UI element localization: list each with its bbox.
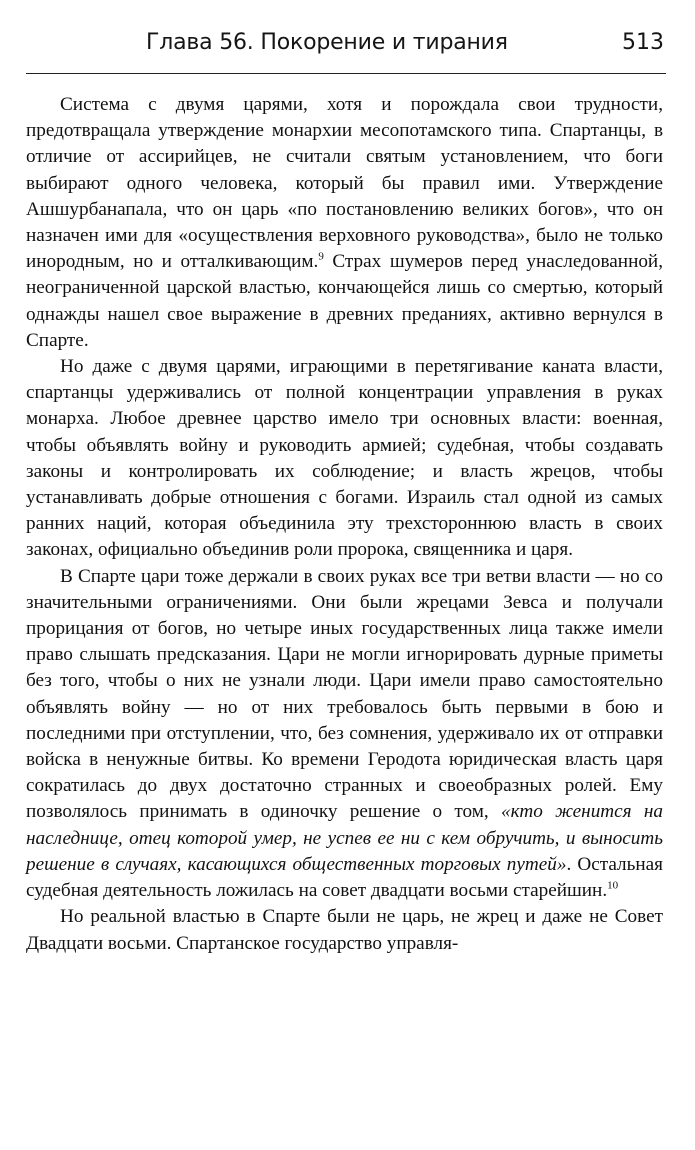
footnote-ref-10: 10	[607, 879, 619, 892]
running-head	[26, 30, 668, 66]
paragraph-3-text-cont: . Остальная судебная деятельность ложилась на совет двадцати восьми старейшин.	[26, 853, 663, 902]
paragraph-1-text: Система с двумя царями, хотя и порождала свои трудности, предотвращала утверждение монархии месопотамского типа. Спартанцы, в отличие от ассирийцев, не считали святым установлением, что боги выбирают одного человека, который бы правил ими. Утверждение Ашшурбанапала, что он царь «по постановлению великих богов», что он назначен ими для «осуществления верховного руководства», было не только инородным, но и отталкивающим.	[26, 94, 663, 273]
paragraph-1	[26, 92, 663, 354]
paragraph-3-text: В Спарте цари тоже держали в своих руках все три ветви власти — но со значительными ограничениями. Они были жрецами Зевса и получали прорицания от богов, но четыре иных государственных лица также имели право слышать предсказания. Цари не могли игнорировать дурные приметы без того, чтобы о них не узнали люди. Цари имели право самостоятельно объявлять войну — но от них требовалось быть первыми в бою и последними при отступлении, что, без сомнения, удерживало их от отправки войска в ненужные битвы. Ко времени Геродота юридическая власть царя сократилась до двух достаточно странных и своеобразных ролей. Ему позволялось принимать в одиночку решение о том,	[26, 565, 663, 823]
page-number: 513	[622, 30, 664, 55]
header-rule	[26, 73, 666, 74]
paragraph-3	[26, 564, 663, 905]
paragraph-4: Но реальной властью в Спарте были не царь, не жрец и даже не Совет Двадцати восьми. Спартанское государство управля-	[26, 906, 663, 954]
chapter-title: Глава 56. Покорение и тирания	[146, 30, 508, 55]
herodotus-quote: «кто женится на наследнице, отец которой умер, не успев ее ни с кем обручить, и выносить решение в случаях, касающихся общественных торговых путей»	[26, 801, 663, 875]
paragraph-1-text-cont: Страх шумеров перед унаследованной, неограниченной царской властью, кончающейся лишь со смертью, который однажды нашел свое выражение в древних преданиях, активно вернулся в Спарте.	[26, 251, 663, 351]
paragraph-2: Но даже с двумя царями, играющими в перетягивание каната власти, спартанцы удерживались от полной концентрации управления в руках монарха. Любое древнее царство имело три основных власти: военная, чтобы объявлять войну и руководить армией; судебная, чтобы создавать законы и контролировать их соблюдение; и власть жрецов, чтобы устанавливать добрые отношения с богами. Израиль стал одной из самых ранних наций, которая объединила эту трехстороннюю власть в своих законах, официально объединив роли пророка, священника и царя.	[26, 356, 663, 561]
body-text	[26, 92, 663, 957]
footnote-ref-9: 9	[318, 250, 324, 263]
